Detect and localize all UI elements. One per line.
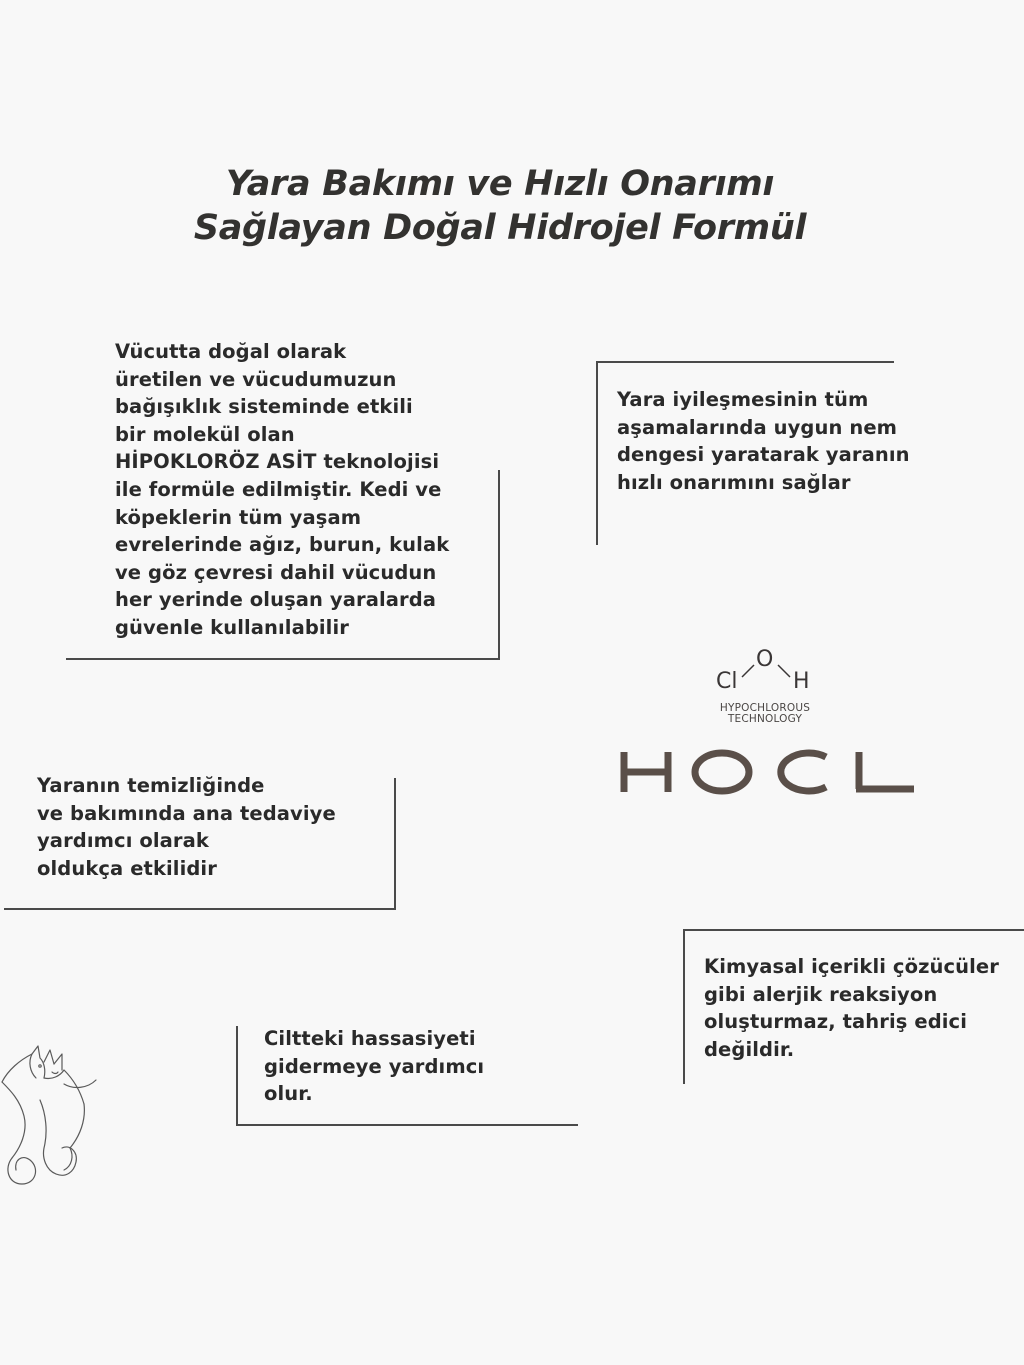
cleaning-block-right-border [394,778,396,910]
text-line: Yaranın temizliğinde [37,774,265,797]
text-line: evrelerinde ağız, burun, kulak [115,533,450,557]
moisture-block-top-border [596,361,894,363]
chemical-block-left-border [683,929,685,1084]
main-block-right-border [498,470,500,660]
text-line: yardımcı olarak [37,829,209,853]
logo-subtitle [690,703,840,725]
text-line: Kimyasal içerikli çözücüler [704,955,999,978]
moisture-block [617,386,910,496]
sensitivity-block-left-border [236,1026,238,1126]
text-line: Ciltteki hassasiyeti [264,1027,476,1050]
chem-h: H [793,669,810,694]
page-title [0,162,1000,250]
cleaning-block-bottom-border [4,908,396,910]
text-line: oldukça etkilidir [37,856,217,880]
text-line: bağışıklık sisteminde etkili [115,395,413,419]
cleaning-block [37,772,336,882]
text-line: gibi alerjik reaksiyon [704,982,938,1006]
text-line: Vücutta doğal olarak [115,340,347,363]
chemical-block [704,953,999,1063]
text-line: değildir. [704,1037,795,1061]
text-line: HİPOKLORÖZ ASİT teknolojisi [115,450,440,474]
text-line: ile formüle edilmiştir. Kedi ve [115,477,442,501]
moisture-block-left-border [596,361,598,545]
sensitivity-block-bottom-border [236,1124,578,1126]
text-line: oluşturmaz, tahriş edici [704,1010,967,1034]
text-line: dengesi yaratarak yaranın [617,443,910,467]
text-line: olur. [264,1082,313,1106]
logo-sub-line-1: HYPOCHLOROUS [719,702,811,714]
text-line: ve göz çevresi dahil vücudun [115,560,437,584]
text-line: aşamalarında uygun nem [617,415,898,439]
cat-and-dog-line-art-icon [0,1040,100,1190]
sensitivity-block [264,1025,484,1108]
text-line: her yerinde oluşan yaralarda [115,588,437,612]
text-line: ve bakımında ana tedaviye [37,801,336,825]
main-description-block [115,338,449,642]
text-line: hızlı onarımını sağlar [617,470,851,494]
text-line: köpeklerin tüm yaşam [115,505,362,529]
logo-sub-line-2: TECHNOLOGY [727,713,803,725]
chem-cl: Cl [716,669,738,694]
hocl-wordmark-icon [618,748,918,796]
text-line: üretilen ve vücudumuzun [115,367,397,391]
text-line: bir molekül olan [115,422,295,446]
title-line-2: Sağlayan Doğal Hidrojel Formül [193,208,807,248]
main-block-bottom-border [66,658,500,660]
text-line: Yara iyileşmesinin tüm [617,388,869,411]
text-line: gidermeye yardımcı [264,1054,485,1078]
title-line-1: Yara Bakımı ve Hızlı Onarımı [225,164,775,204]
text-line: güvenle kullanılabilir [115,615,349,639]
chemical-block-top-border [683,929,1024,931]
chem-o: O [756,647,774,672]
